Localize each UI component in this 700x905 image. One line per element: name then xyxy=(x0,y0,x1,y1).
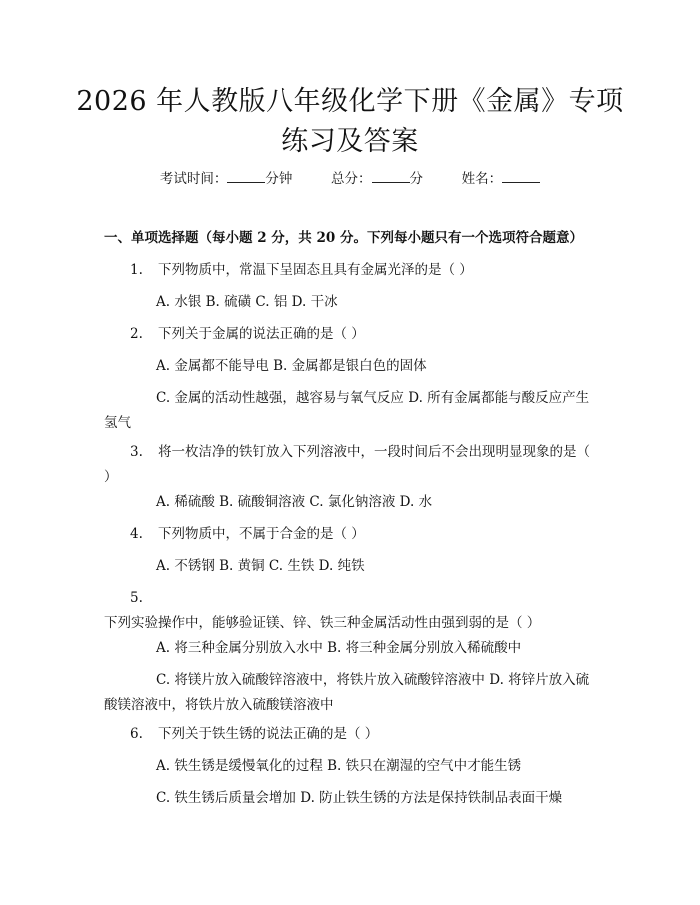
name-label: 姓名： xyxy=(461,171,503,187)
question-2 xyxy=(104,322,594,347)
question-3 xyxy=(104,440,594,490)
question-4 xyxy=(104,522,594,547)
question-number: 4. xyxy=(130,526,143,542)
question-2-options-ab: A. 金属都不能导电 B. 金属都是银白色的固体 xyxy=(156,358,427,374)
time-field xyxy=(160,168,293,189)
question-text: 下列关于铁生锈的说法正确的是（ ） xyxy=(158,726,379,742)
question-text: 下列物质中，不属于合金的是（ ） xyxy=(158,526,365,542)
question-6-options-cd: C. 铁生锈后质量会增加 D. 防止铁生锈的方法是保持铁制品表面干燥 xyxy=(156,790,563,806)
score-label: 总分： xyxy=(331,171,372,187)
question-text: 将一枚洁净的铁钉放入下列溶液中，一段时间后不会出现明显现象的是（ ） xyxy=(104,444,590,485)
question-3-options: A. 稀硫酸 B. 硫酸铜溶液 C. 氯化钠溶液 D. 水 xyxy=(156,494,433,510)
question-number: 3. xyxy=(130,444,143,460)
question-number: 6. xyxy=(130,726,143,742)
score-field xyxy=(331,168,423,189)
question-number: 5. xyxy=(130,590,143,606)
score-unit: 分 xyxy=(409,171,423,187)
question-2-options-cd: C. 金属的活动性越强，越容易与氧气反应 D. 所有金属都能与酸反应产生氢气 xyxy=(104,390,590,431)
question-1 xyxy=(104,258,594,283)
time-blank xyxy=(227,168,265,183)
question-text: 下列物质中，常温下呈固态且具有金属光泽的是（ ） xyxy=(158,262,473,278)
question-4-options: A. 不锈钢 B. 黄铜 C. 生铁 D. 纯铁 xyxy=(156,558,365,574)
question-number: 2. xyxy=(130,326,143,342)
question-6 xyxy=(104,722,594,747)
question-text: 下列实验操作中，能够验证镁、锌、铁三种金属活动性由强到弱的是（ ） xyxy=(104,615,541,631)
name-field xyxy=(462,168,541,189)
question-number: 1. xyxy=(130,262,143,278)
section-heading: 一、单项选择题（每小题 2 分，共 20 分。下列每小题只有一个选项符合题意） xyxy=(104,230,583,246)
question-5-options-ab: A. 将三种金属分别放入水中 B. 将三种金属分别放入稀硫酸中 xyxy=(156,640,522,656)
time-label: 考试时间： xyxy=(159,171,228,187)
question-5 xyxy=(104,586,594,636)
document-title xyxy=(60,82,640,162)
question-5-options-cd: C. 将镁片放入硫酸锌溶液中，将铁片放入硫酸锌溶液中 D. 将锌片放入硫酸镁溶液中，将铁片放入硫酸镁溶液中 xyxy=(104,672,590,713)
time-unit: 分钟 xyxy=(265,171,293,187)
exam-info-line xyxy=(0,168,700,189)
score-blank xyxy=(372,168,410,183)
name-blank xyxy=(502,168,540,183)
title-line-2: 练习及答案 xyxy=(281,126,419,157)
question-1-options: A. 水银 B. 硫磺 C. 铝 D. 干冰 xyxy=(156,294,338,310)
question-text: 下列关于金属的说法正确的是（ ） xyxy=(158,326,365,342)
title-line-1: 2026 年人教版八年级化学下册《金属》专项 xyxy=(76,86,624,117)
question-6-options-ab: A. 铁生锈是缓慢氧化的过程 B. 铁只在潮湿的空气中才能生锈 xyxy=(156,758,522,774)
